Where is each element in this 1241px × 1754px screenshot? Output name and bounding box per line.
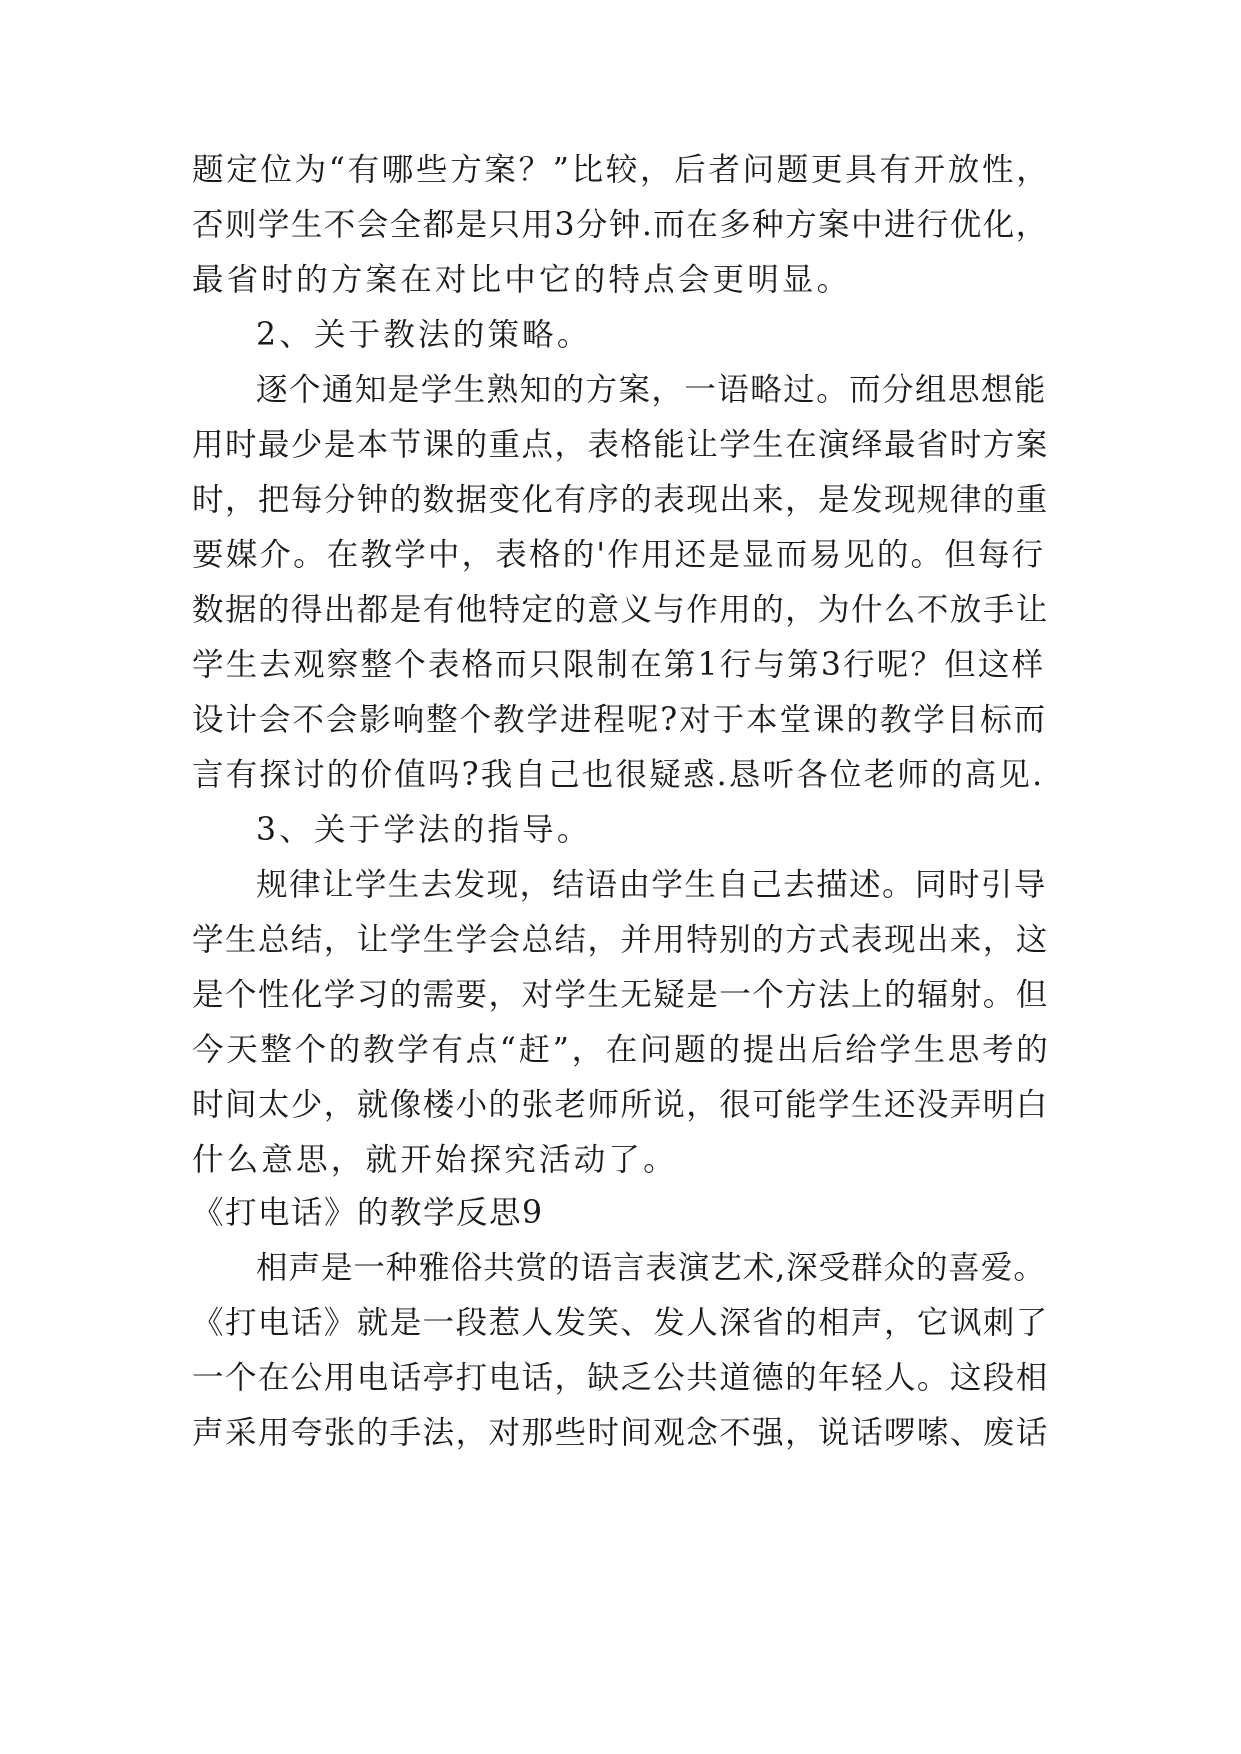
- paragraph-line: 是个性化学习的需要，对学生无疑是一个方法上的辐射。但: [192, 977, 1049, 1013]
- paragraph-line: 最省时的方案在对比中它的特点会更明显。: [192, 262, 852, 298]
- section-heading: 3、关于学法的指导。: [256, 812, 592, 848]
- paragraph-line: 《打电话》就是一段惹人发笑、发人深省的相声，它讽刺了: [192, 1305, 1049, 1341]
- paragraph-line: 什么意思，就开始探究活动了。: [192, 1142, 678, 1178]
- paragraph-line: 今天整个的教学有点“赶”，在问题的提出后给学生思考的: [192, 1032, 1051, 1068]
- paragraph-line: 否则学生不会全都是只用3分钟.而在多种方案中进行优化，: [192, 207, 1049, 243]
- paragraph-line: 数据的得出都是有他特定的意义与作用的，为什么不放手让: [192, 592, 1049, 628]
- paragraph-line: 言有探讨的价值吗?我自己也很疑惑.恳听各位老师的高见.: [192, 757, 1045, 793]
- section-heading: 2、关于教法的策略。: [256, 317, 592, 353]
- paragraph-line: 相声是一种雅俗共赏的语言表演艺术,深受群众的喜爱。: [256, 1250, 1046, 1286]
- paragraph-line: 一个在公用电话亭打电话，缺乏公共道德的年轻人。这段相: [192, 1360, 1049, 1396]
- paragraph-line: 时间太少，就像楼小的张老师所说，很可能学生还没弄明白: [192, 1087, 1049, 1123]
- article-title: 《打电话》的教学反思9: [192, 1195, 544, 1231]
- paragraph-line: 要媒介。在教学中，表格的'作用还是显而易见的。但每行: [192, 537, 1046, 573]
- paragraph-line: 学生总结，让学生学会总结，并用特别的方式表现出来，这: [192, 922, 1049, 958]
- paragraph-line: 声采用夸张的手法，对那些时间观念不强，说话啰嗦、废话: [192, 1415, 1049, 1451]
- paragraph-line: 学生去观察整个表格而只限制在第1行与第3行呢？但这样: [192, 647, 1046, 683]
- paragraph-line: 规律让学生去发现，结语由学生自己去描述。同时引导: [256, 867, 1047, 903]
- paragraph-line: 用时最少是本节课的重点，表格能让学生在演绎最省时方案: [192, 427, 1049, 463]
- paragraph-line: 逐个通知是学生熟知的方案，一语略过。而分组思想能: [256, 372, 1047, 408]
- paragraph-line: 时，把每分钟的数据变化有序的表现出来，是发现规律的重: [192, 482, 1049, 518]
- paragraph-line: 设计会不会影响整个教学进程呢?对于本堂课的教学目标而: [192, 702, 1048, 738]
- paragraph-line: 题定位为“有哪些方案？”比较，后者问题更具有开放性，: [192, 152, 1051, 188]
